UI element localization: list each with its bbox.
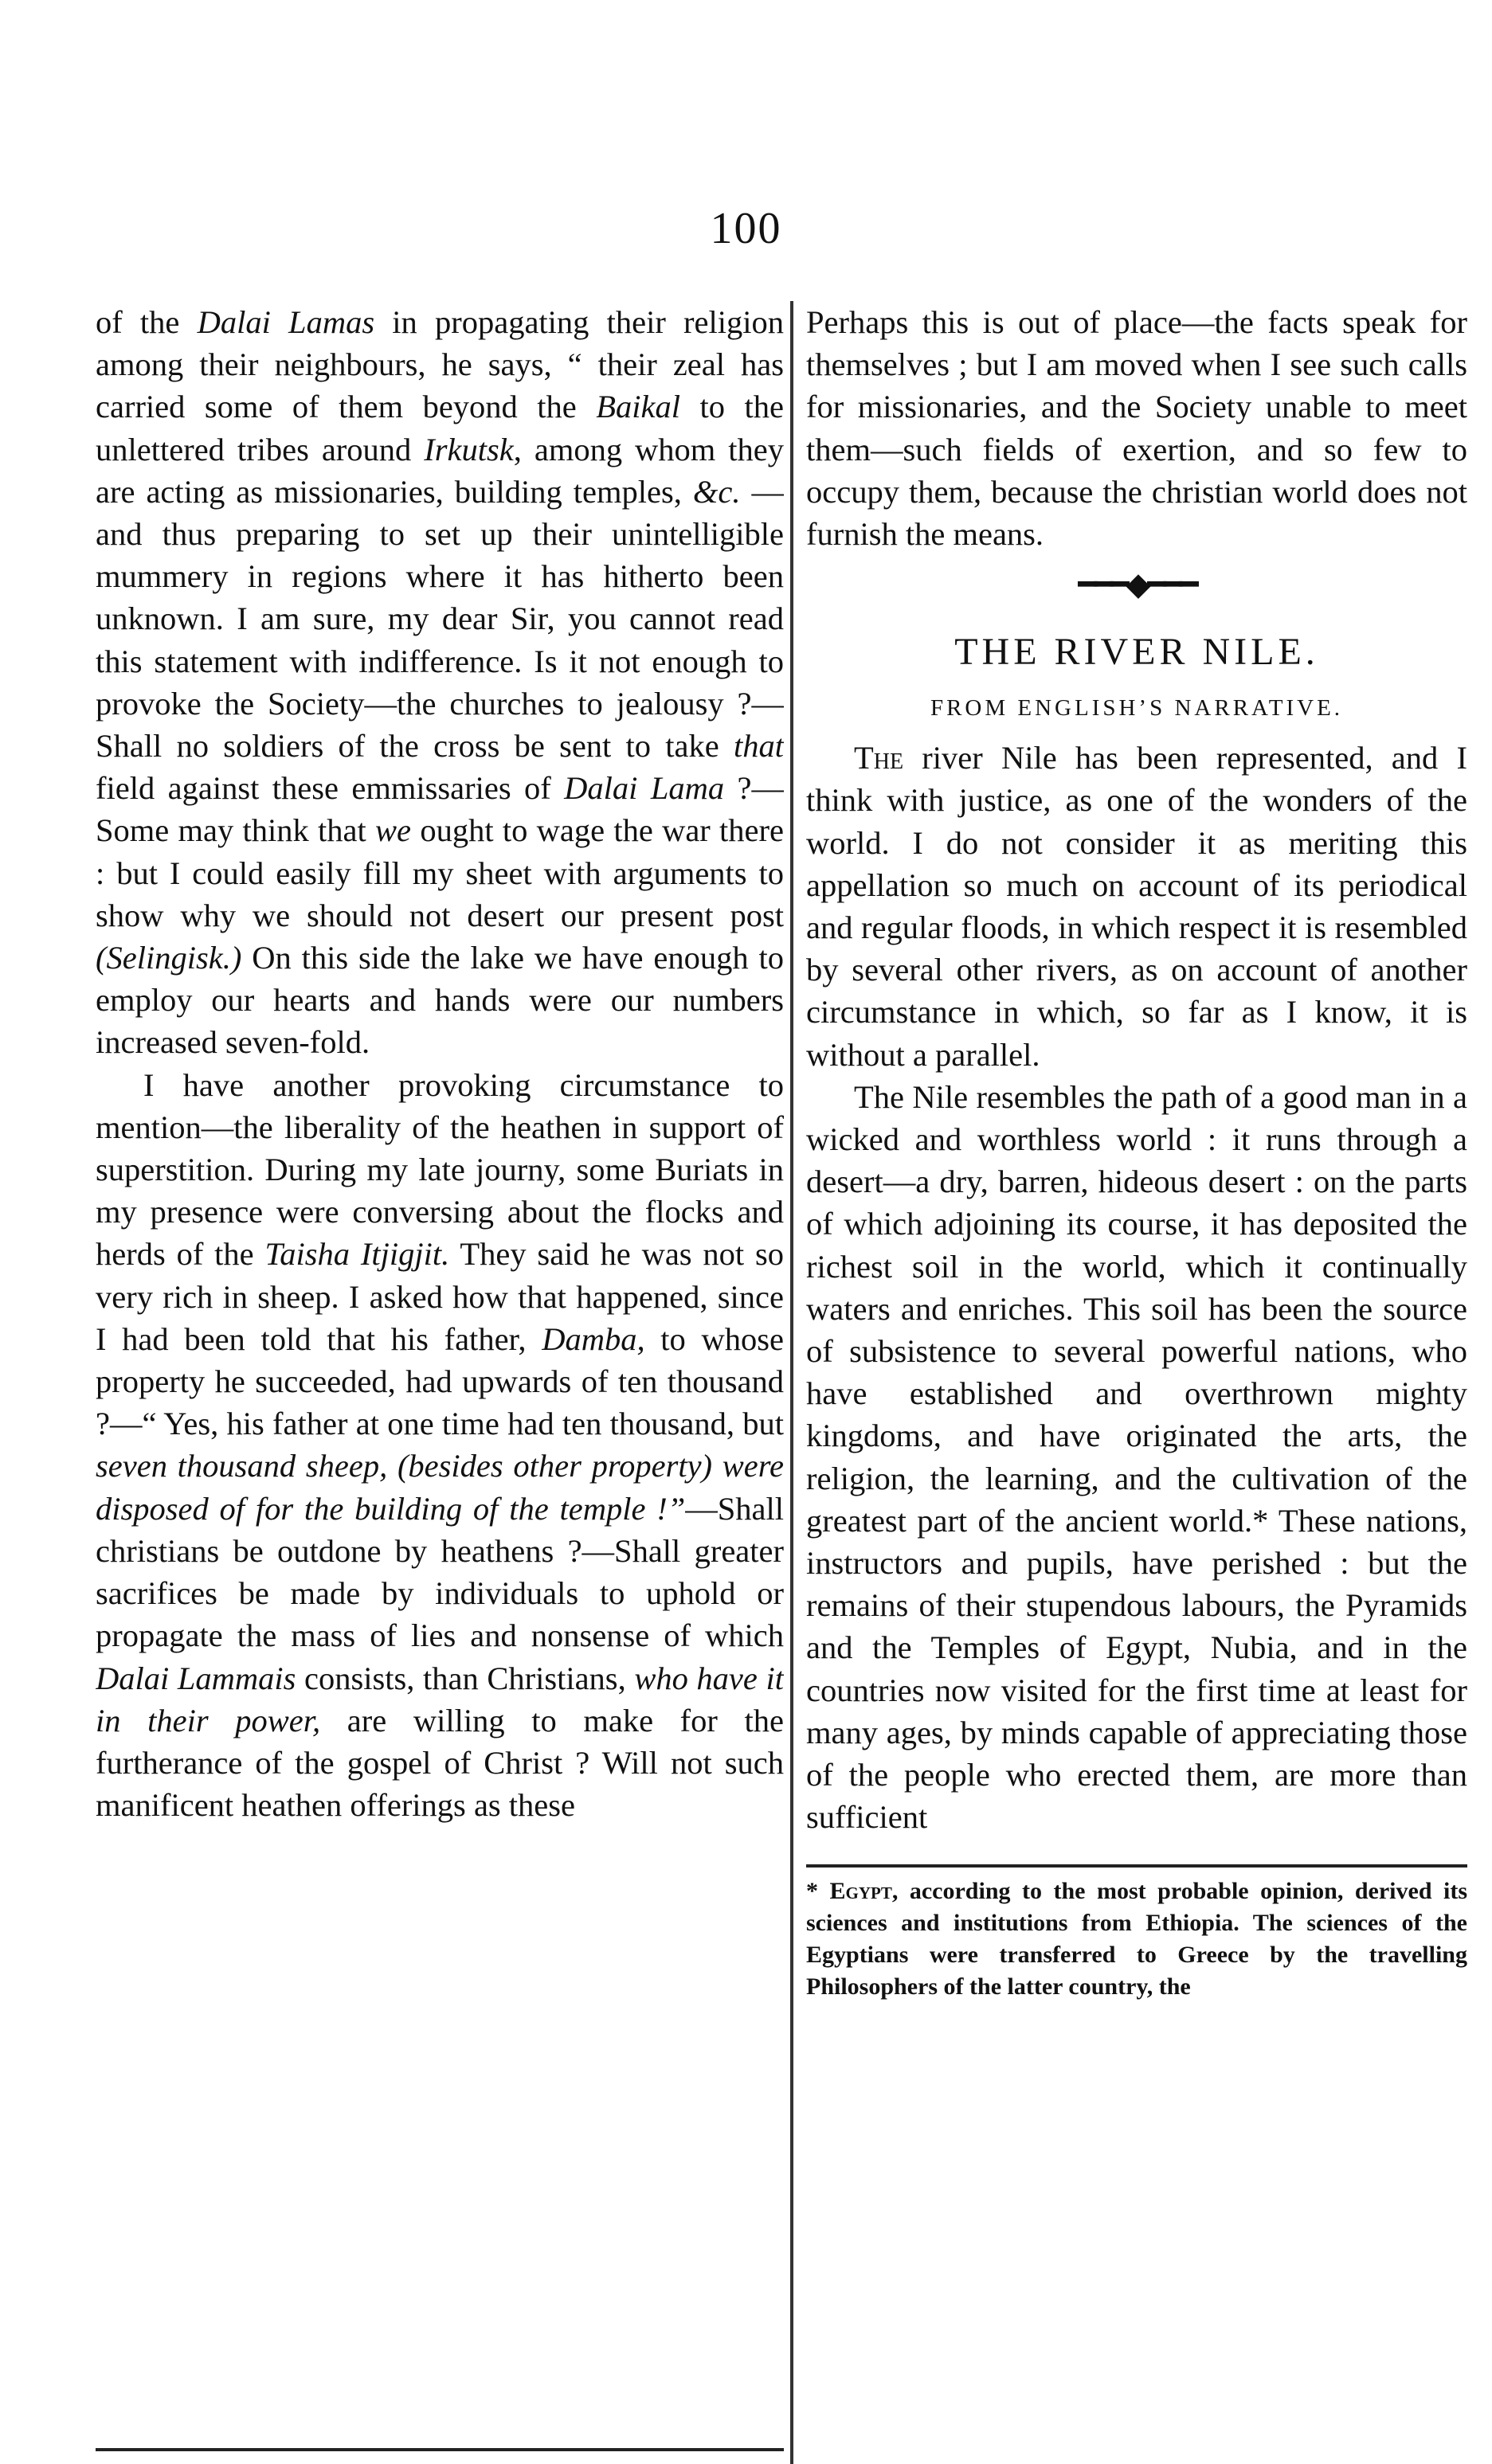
italic-run: that: [733, 728, 784, 765]
italic-run: who have it in their power,: [96, 1660, 784, 1738]
italic-run: Irkutsk: [424, 431, 514, 467]
text-run: ought to wage the war there : but I could easily fill my sheet with arguments to show why we should not desert our present post: [96, 812, 784, 933]
paragraph-continuation: Perhaps this is out of place—the facts speak for themselves ; but I am moved when I see such calls for missionaries, and the Society unable to meet them—such fields of exertion, and so few to occupy them, because the christian world does not furnish the means.: [806, 304, 1467, 553]
text-run: field against these emmissaries of: [96, 770, 565, 807]
text-run: in propagating their religion among their neighbours, he says, “ their zeal has carried some of them beyond the: [96, 304, 784, 425]
small-caps-run: The: [854, 740, 904, 776]
text-run: to the unlettered tribes around: [96, 389, 784, 467]
text-run: , among whom they are acting as missionaries, building temples,: [96, 431, 784, 510]
paragraph-dalai-lamas: [96, 301, 784, 1064]
ornamental-separator: ━━━◆━━━: [1078, 566, 1196, 603]
italic-run: Dalai Lama: [564, 770, 725, 807]
footnote-mark: *: [806, 1877, 830, 1904]
italic-run: seven thousand sheep, (besides other property) were disposed of for the building of the temple !”: [96, 1448, 784, 1527]
text-run: consists, than Christians,: [296, 1660, 635, 1696]
text-run: I have another provoking circumstance to mention—the liberality of the heathen in support of superstition. During my late journy, some Buriats in my presence were conversing about the flocks and herds of the: [96, 1066, 784, 1273]
text-run: ?—Some may think that: [96, 770, 784, 849]
small-caps-run: Egypt,: [829, 1877, 899, 1904]
footnote-rule: [806, 1864, 1467, 1868]
italic-run: we: [375, 812, 412, 849]
article-heading: THE RIVER NILE.: [954, 631, 1319, 674]
right-column: [806, 301, 1467, 2464]
text-run: are willing to make for the furtherance of the gospel of Christ ? Will not such manificent heathen offerings as these: [96, 1702, 784, 1824]
italic-run: Damba,: [542, 1320, 645, 1357]
paragraph-heathen-liberality: [96, 1064, 784, 1827]
bottom-rule: [96, 2448, 784, 2451]
italic-run: Dalai Lamas: [197, 304, 375, 340]
paragraph-nile-path: The Nile resembles the path of a good man in a wicked and worthless world : it runs through a desert—a dry, barren, hideous desert : on the parts of which adjoining its course, it has deposited the richest soil in the world, which it continually waters and enriches. This soil has been the source of subsistence to several powerful nations, who have established and overthrown mighty kingdoms, and have originated the arts, the religion, the learning, and the cultivation of the greatest part of the ancient world.* These nations, instructors and pupils, have perished : but the remains of their stupendous labours, the Pyramids and the Temples of Egypt, Nubia, and in the countries now visited for the first time at least for many ages, by minds capable of appreciating those of the people who erected them, are more than sufficient: [806, 1078, 1467, 1836]
italic-run: &c.: [692, 473, 741, 510]
page-number: 100: [710, 204, 782, 253]
column-divider: [790, 301, 793, 2464]
left-column: [96, 301, 784, 2464]
footnote: [806, 1875, 1467, 2003]
text-run: They said he was not so very rich in sheep. I asked how that happened, since I had been told that his father,: [96, 1236, 784, 1357]
text-run: river Nile has been represented, and I think with justice, as one of the wonders of the world. I do not consider it as meriting this appellation so much on account of its periodical and regular floods, in which respect it is resembled by several other rivers, as on account of another circumstance in which, so far as I know, it is without a parallel.: [806, 740, 1467, 1073]
paragraph-nile-wonder: [806, 737, 1467, 1076]
italic-run: Taisha Itjigjit.: [264, 1236, 450, 1273]
italic-run: Dalai Lammais: [96, 1660, 296, 1696]
italic-run: (Selingisk.): [96, 940, 242, 976]
text-run: according to the most probable opinion, derived its sciences and institutions from Ethiopia. The sciences of the Egyptians were transferred to Greece by the travelling Philosophers of the latter country, the: [806, 1877, 1467, 2000]
article-subheading: FROM ENGLISH’S NARRATIVE.: [930, 695, 1344, 722]
italic-run: Baikal: [596, 389, 681, 425]
text-run: to whose property he succeeded, had upwards of ten thousand ?—“ Yes, his father at one time had ten thousand, but: [96, 1320, 784, 1442]
text-run: of the: [96, 304, 198, 340]
text-run: — and thus preparing to set up their unintelligible mummery in regions where it has hitherto been unknown. I am sure, my dear Sir, you cannot read this statement with indifference. Is it not enough to provoke the Society—the churches to jealousy ?—Shall no soldiers of the cross be sent to take: [96, 473, 784, 765]
text-run: —Shall christians be outdone by heathens ?—Shall greater sacrifices be made by individuals to uphold or propagate the mass of lies and nonsense of which: [96, 1490, 784, 1654]
text-run: On this side the lake we have enough to employ our hearts and hands were our numbers increased seven-fold.: [96, 940, 784, 1061]
